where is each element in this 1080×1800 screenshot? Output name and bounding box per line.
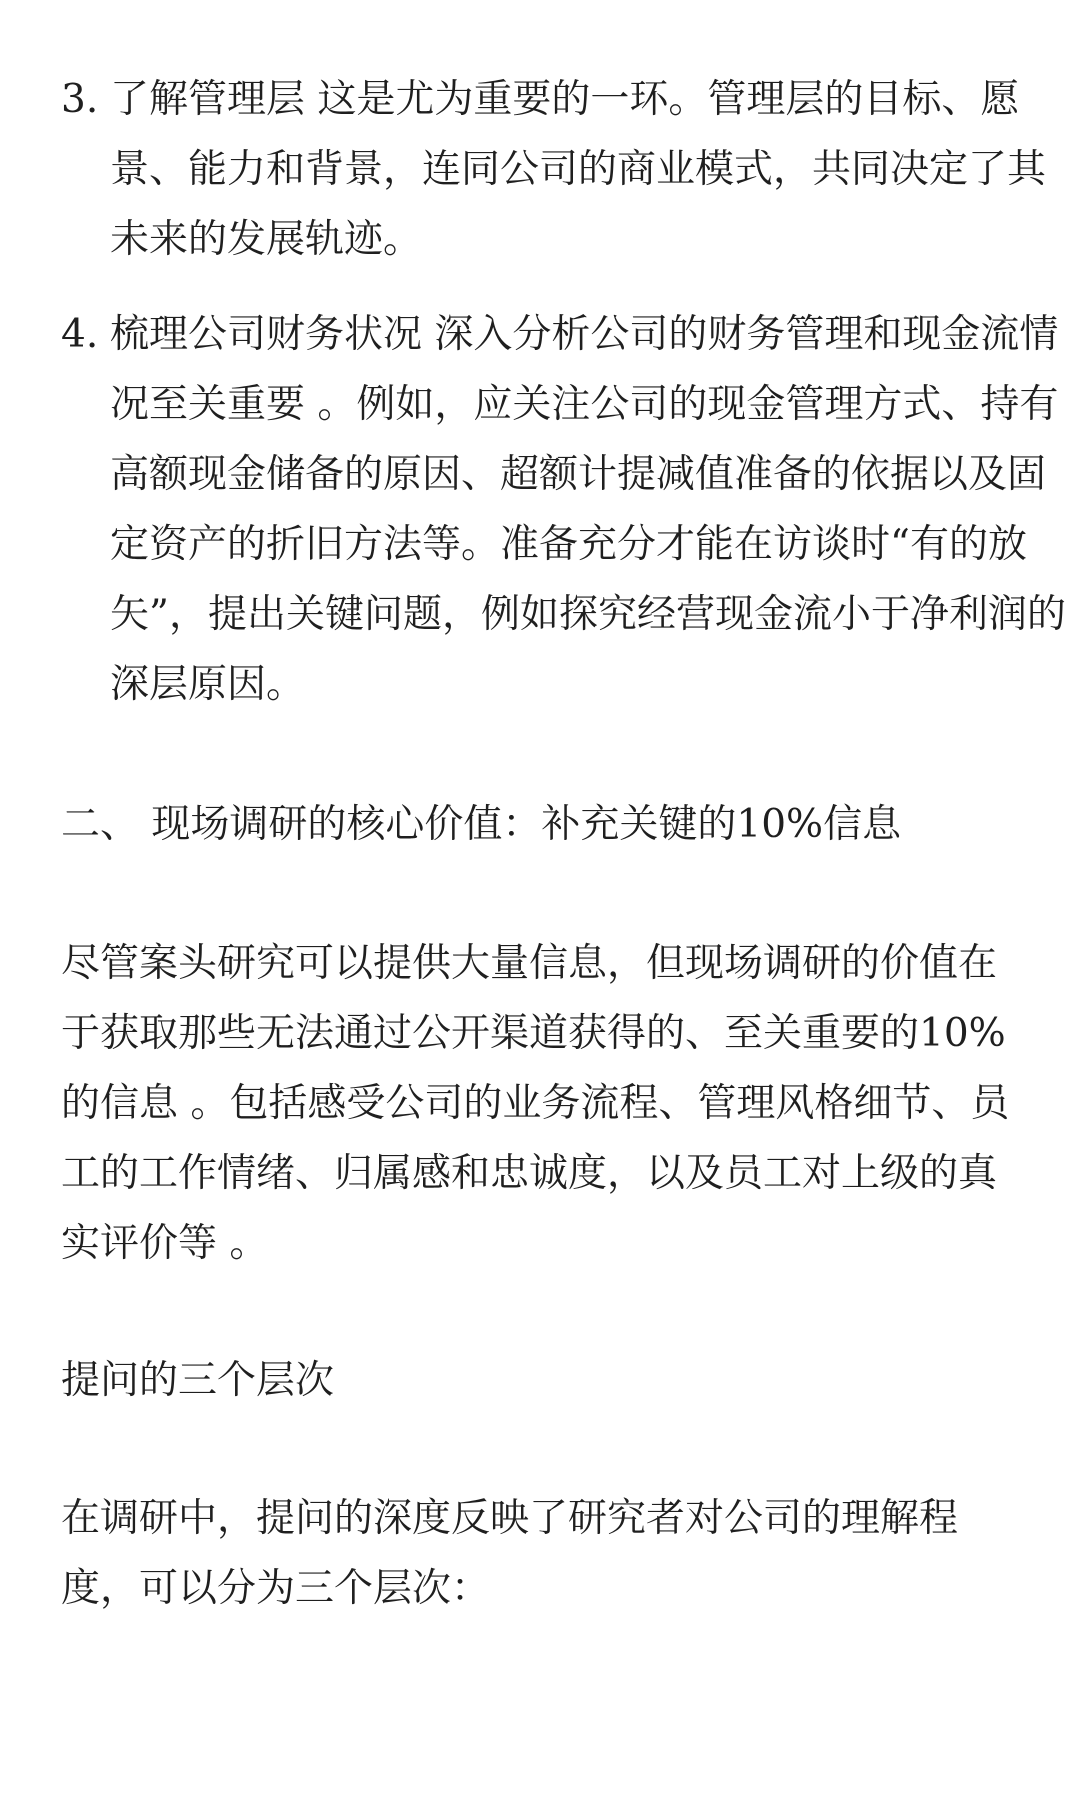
list-item-number: 3. [61, 77, 99, 122]
list-item-text: 梳理公司财务状况 深入分析公司的财务管理和现金流情况至关重要 。例如，应关注公司的现金管理方式、持有高额现金储备的原因、超额计提减值准备的依据以及固定资产的折旧方法等。准备充分才能在访谈时“有的放矢”，提出关键问题，例如探究经营现金流小于净利润的深层原因。 [110, 312, 1066, 707]
subsection-heading: 提问的三个层次 [61, 1358, 335, 1403]
list-item-text: 了解管理层 这是尤为重要的一环。管理层的目标、愿景、能力和背景，连同公司的商业模式，共同决定了其未来的发展轨迹。 [110, 77, 1047, 262]
subsection-paragraph: 在调研中，提问的深度反映了研究者对公司的理解程度，可以分为三个层次： [61, 1496, 959, 1611]
list-item [61, 65, 1070, 275]
list-item-number: 4. [61, 312, 99, 357]
section-paragraph: 尽管案头研究可以提供大量信息，但现场调研的价值在于获取那些无法通过公开渠道获得的、至关重要的10%的信息 。包括感受公司的业务流程、管理风格细节、员工的工作情绪、归属感和忠诚度，以及员工对上级的真实评价等 。 [61, 941, 1010, 1266]
list-item [61, 300, 1070, 720]
section-heading: 二、 现场调研的核心价值：补充关键的10%信息 [61, 802, 902, 847]
